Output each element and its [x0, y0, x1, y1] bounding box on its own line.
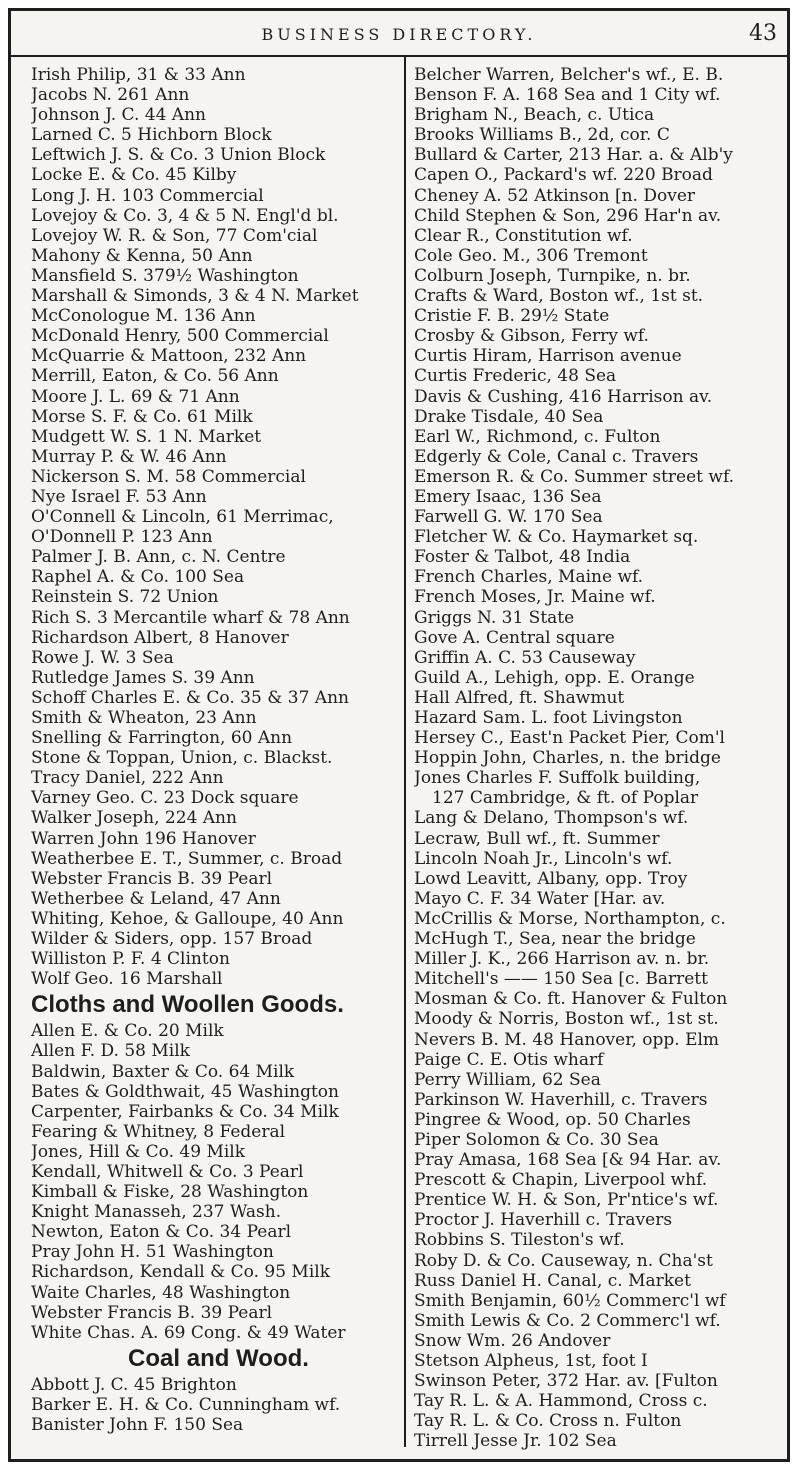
directory-entry: Brigham N., Beach, c. Utica [414, 105, 655, 126]
right-column [414, 65, 786, 1451]
directory-entry: Prentice W. H. & Son, Pr'ntice's wf. [414, 1190, 719, 1211]
directory-entry: Lovejoy W. R. & Son, 77 Com'cial [31, 225, 318, 246]
directory-entry: Russ Daniel H. Canal, c. Market [414, 1270, 691, 1291]
directory-entry: Prescott & Chapin, Liverpool whf. [414, 1170, 708, 1191]
directory-entry: Hersey C., East'n Packet Pier, Com'l [414, 728, 725, 749]
directory-entry: Snelling & Farrington, 60 Ann [31, 728, 293, 749]
directory-entry: Kimball & Fiske, 28 Washington [31, 1182, 309, 1203]
header-rule [11, 55, 787, 57]
directory-entry: Allen E. & Co. 20 Milk [31, 1021, 224, 1042]
directory-entry: Knight Manasseh, 237 Wash. [31, 1202, 282, 1223]
page-number: 43 [749, 21, 777, 46]
directory-entry: Johnson J. C. 44 Ann [31, 105, 206, 126]
directory-entry: Schoff Charles E. & Co. 35 & 37 Ann [31, 687, 349, 708]
directory-entry: Tracy Daniel, 222 Ann [31, 768, 224, 789]
directory-entry: Tay R. L. & Co. Cross n. Fulton [414, 1411, 682, 1432]
directory-entry: Drake Tisdale, 40 Sea [414, 406, 604, 427]
directory-entry: Jones Charles F. Suffolk building, [414, 768, 701, 789]
directory-entry: Baldwin, Baxter & Co. 64 Milk [31, 1061, 295, 1082]
directory-entry: Reinstein S. 72 Union [31, 587, 219, 608]
directory-entry: Lovejoy & Co. 3, 4 & 5 N. Engl'd bl. [31, 205, 339, 226]
directory-entry: Lowd Leavitt, Albany, opp. Troy [414, 868, 688, 889]
directory-entry: French Charles, Maine wf. [414, 567, 644, 588]
directory-entry: Richardson, Kendall & Co. 95 Milk [31, 1262, 331, 1283]
directory-entry: Colburn Joseph, Turnpike, n. br. [414, 265, 691, 286]
section-heading-coal: Coal and Wood. [128, 1344, 309, 1372]
directory-entry: French Moses, Jr. Maine wf. [414, 587, 656, 608]
directory-entry: Long J. H. 103 Commercial [31, 185, 264, 206]
directory-entry: 127 Cambridge, & ft. of Poplar [432, 788, 699, 809]
directory-entry: Emery Isaac, 136 Sea [414, 486, 602, 507]
directory-entry: Newton, Eaton & Co. 34 Pearl [31, 1222, 292, 1243]
directory-entry: Roby D. & Co. Causeway, n. Cha'st [414, 1250, 713, 1271]
directory-entry: Allen F. D. 58 Milk [31, 1041, 190, 1062]
directory-entry: Merrill, Eaton, & Co. 56 Ann [31, 366, 279, 387]
directory-entry: Wolf Geo. 16 Marshall [31, 969, 223, 990]
directory-entry: Rowe J. W. 3 Sea [31, 647, 174, 668]
directory-entry: Webster Francis B. 39 Pearl [31, 1302, 273, 1323]
directory-entry: Pray Amasa, 168 Sea [& 94 Har. av. [414, 1150, 722, 1171]
directory-entry: Morse S. F. & Co. 61 Milk [31, 406, 253, 427]
directory-entry: Curtis Frederic, 48 Sea [414, 366, 617, 387]
directory-entry: Palmer J. B. Ann, c. N. Centre [31, 547, 286, 568]
directory-entry: Larned C. 5 Hichborn Block [31, 125, 272, 146]
directory-entry: Hall Alfred, ft. Shawmut [414, 687, 625, 708]
directory-entry: Whiting, Kehoe, & Galloupe, 40 Ann [31, 908, 344, 929]
directory-entry: Jacobs N. 261 Ann [31, 85, 190, 106]
directory-entry: Emerson R. & Co. Summer street wf. [414, 466, 735, 487]
directory-entry: Mosman & Co. ft. Hanover & Fulton [414, 989, 728, 1010]
directory-entry: Belcher Warren, Belcher's wf., E. B. [414, 65, 724, 85]
directory-entry: Tirrell Jesse Jr. 102 Sea [414, 1431, 617, 1452]
directory-entry: Griffin A. C. 53 Causeway [414, 647, 636, 668]
directory-entry: Perry William, 62 Sea [414, 1069, 601, 1090]
directory-page [8, 8, 790, 1462]
directory-entry: Curtis Hiram, Harrison avenue [414, 346, 682, 367]
directory-entry: Murray P. & W. 46 Ann [31, 446, 227, 467]
directory-entry: Pingree & Wood, op. 50 Charles [414, 1109, 691, 1130]
directory-entry: Nickerson S. M. 58 Commercial [31, 466, 306, 487]
directory-entry: Earl W., Richmond, c. Fulton [414, 426, 661, 447]
directory-entry: Smith & Wheaton, 23 Ann [31, 708, 257, 728]
directory-entry: Crosby & Gibson, Ferry wf. [414, 326, 649, 347]
directory-entry: Barker E. H. & Co. Cunningham wf. [31, 1394, 341, 1415]
directory-entry: Proctor J. Haverhill c. Travers [414, 1210, 673, 1231]
directory-entry: Hazard Sam. L. foot Livingston [414, 708, 683, 728]
directory-entry: Warren John 196 Hanover [31, 828, 256, 849]
directory-entry: Hoppin John, Charles, n. the bridge [414, 748, 721, 769]
directory-entry: Child Stephen & Son, 296 Har'n av. [414, 205, 722, 226]
directory-entry: Smith Lewis & Co. 2 Commerc'l wf. [414, 1310, 721, 1331]
directory-entry: Bullard & Carter, 213 Har. a. & Alb'y [414, 145, 733, 166]
directory-entry: Bates & Goldthwait, 45 Washington [31, 1081, 339, 1102]
directory-entry: Jones, Hill & Co. 49 Milk [31, 1141, 246, 1162]
directory-entry: Lecraw, Bull wf., ft. Summer [414, 828, 660, 849]
directory-entry: Capen O., Packard's wf. 220 Broad [414, 165, 713, 186]
directory-entry: Weatherbee E. T., Summer, c. Broad [31, 848, 343, 869]
directory-entry: Moody & Norris, Boston wf., 1st st. [414, 1009, 719, 1030]
directory-entry: McCrillis & Morse, Northampton, c. [414, 908, 726, 929]
directory-entry: Guild A., Lehigh, opp. E. Orange [414, 667, 695, 688]
directory-entry: Mayo C. F. 34 Water [Har. av. [414, 888, 666, 909]
directory-entry: Robbins S. Tileston's wf. [414, 1230, 625, 1251]
directory-entry: Williston P. F. 4 Clinton [31, 949, 230, 970]
directory-entry: McHugh T., Sea, near the bridge [414, 929, 696, 950]
directory-entry: Waite Charles, 48 Washington [31, 1282, 291, 1303]
directory-entry: Fletcher W. & Co. Haymarket sq. [414, 527, 699, 548]
directory-entry: Wilder & Siders, opp. 157 Broad [31, 929, 313, 950]
directory-entry: Griggs N. 31 State [414, 607, 575, 628]
directory-entry: Stetson Alpheus, 1st, foot I [414, 1351, 648, 1371]
directory-entry: McQuarrie & Mattoon, 232 Ann [31, 346, 307, 367]
directory-entry: Locke E. & Co. 45 Kilby [31, 165, 237, 186]
directory-entry: Smith Benjamin, 60½ Commerc'l wf [414, 1290, 726, 1311]
directory-entry: Stone & Toppan, Union, c. Blackst. [31, 748, 333, 769]
directory-entry: Gove A. Central square [414, 627, 615, 648]
directory-entry: Banister John F. 150 Sea [31, 1415, 244, 1435]
left-column [31, 65, 406, 1435]
directory-entry: Miller J. K., 266 Harrison av. n. br. [414, 949, 710, 970]
directory-entry: White Chas. A. 69 Cong. & 49 Water [31, 1322, 346, 1343]
directory-entry: Pray John H. 51 Washington [31, 1242, 274, 1263]
directory-entry: Wetherbee & Leland, 47 Ann [31, 888, 281, 909]
directory-entry: Paige C. E. Otis wharf [414, 1049, 604, 1070]
directory-entry: O'Donnell P. 123 Ann [31, 527, 213, 548]
directory-entry: Piper Solomon & Co. 30 Sea [414, 1129, 659, 1150]
directory-entry: Crafts & Ward, Boston wf., 1st st. [414, 286, 704, 307]
directory-entry: Lincoln Noah Jr., Lincoln's wf. [414, 848, 673, 869]
directory-entry: Raphel A. & Co. 100 Sea [31, 567, 245, 588]
running-title: BUSINESS DIRECTORY. [261, 25, 537, 44]
directory-entry: Leftwich J. S. & Co. 3 Union Block [31, 145, 326, 166]
directory-entry: Rutledge James S. 39 Ann [31, 667, 255, 688]
directory-entry: McDonald Henry, 500 Commercial [31, 326, 329, 347]
directory-entry: Nevers B. M. 48 Hanover, opp. Elm [414, 1029, 720, 1050]
directory-entry: Parkinson W. Haverhill, c. Travers [414, 1089, 708, 1110]
directory-entry: Kendall, Whitwell & Co. 3 Pearl [31, 1161, 304, 1182]
directory-entry: Walker Joseph, 224 Ann [31, 808, 237, 829]
directory-entry: McConologue M. 136 Ann [31, 306, 256, 327]
section-heading-cloths: Cloths and Woollen Goods. [31, 991, 344, 1019]
directory-entry: Abbott J. C. 45 Brighton [31, 1374, 237, 1395]
directory-entry: Moore J. L. 69 & 71 Ann [31, 386, 240, 407]
directory-entry: Benson F. A. 168 Sea and 1 City wf. [414, 85, 721, 106]
directory-entry: O'Connell & Lincoln, 61 Merrimac, [31, 507, 334, 528]
directory-entry: Clear R., Constitution wf. [414, 225, 633, 246]
directory-entry: Foster & Talbot, 48 India [414, 547, 631, 568]
directory-entry: Mudgett W. S. 1 N. Market [31, 426, 262, 447]
directory-entry: Mitchell's —— 150 Sea [c. Barrett [414, 969, 708, 990]
directory-entry: Cole Geo. M., 306 Tremont [414, 245, 648, 266]
directory-entry: Irish Philip, 31 & 33 Ann [31, 65, 246, 85]
directory-entry: Farwell G. W. 170 Sea [414, 507, 603, 528]
directory-entry: Cristie F. B. 29½ State [414, 306, 610, 327]
directory-entry: Mahony & Kenna, 50 Ann [31, 245, 253, 266]
directory-entry: Mansfield S. 379½ Washington [31, 265, 299, 286]
directory-entry: Carpenter, Fairbanks & Co. 34 Milk [31, 1101, 339, 1122]
directory-entry: Webster Francis B. 39 Pearl [31, 868, 273, 889]
directory-entry: Lang & Delano, Thompson's wf. [414, 808, 689, 829]
directory-entry: Nye Israel F. 53 Ann [31, 486, 207, 507]
directory-entry: Varney Geo. C. 23 Dock square [31, 788, 299, 809]
directory-entry: Snow Wm. 26 Andover [414, 1330, 611, 1351]
page-header [11, 11, 787, 55]
directory-entry: Marshall & Simonds, 3 & 4 N. Market [31, 286, 359, 307]
directory-entry: Swinson Peter, 372 Har. av. [Fulton [414, 1371, 718, 1392]
directory-entry: Cheney A. 52 Atkinson [n. Dover [414, 185, 696, 206]
directory-entry: Edgerly & Cole, Canal c. Travers [414, 446, 699, 467]
directory-entry: Rich S. 3 Mercantile wharf & 78 Ann [31, 607, 350, 628]
directory-entry: Brooks Williams B., 2d, cor. C [414, 125, 670, 146]
directory-entry: Davis & Cushing, 416 Harrison av. [414, 386, 713, 407]
directory-entry: Richardson Albert, 8 Hanover [31, 627, 289, 648]
directory-entry: Fearing & Whitney, 8 Federal [31, 1121, 286, 1142]
directory-entry: Tay R. L. & A. Hammond, Cross c. [414, 1391, 708, 1412]
